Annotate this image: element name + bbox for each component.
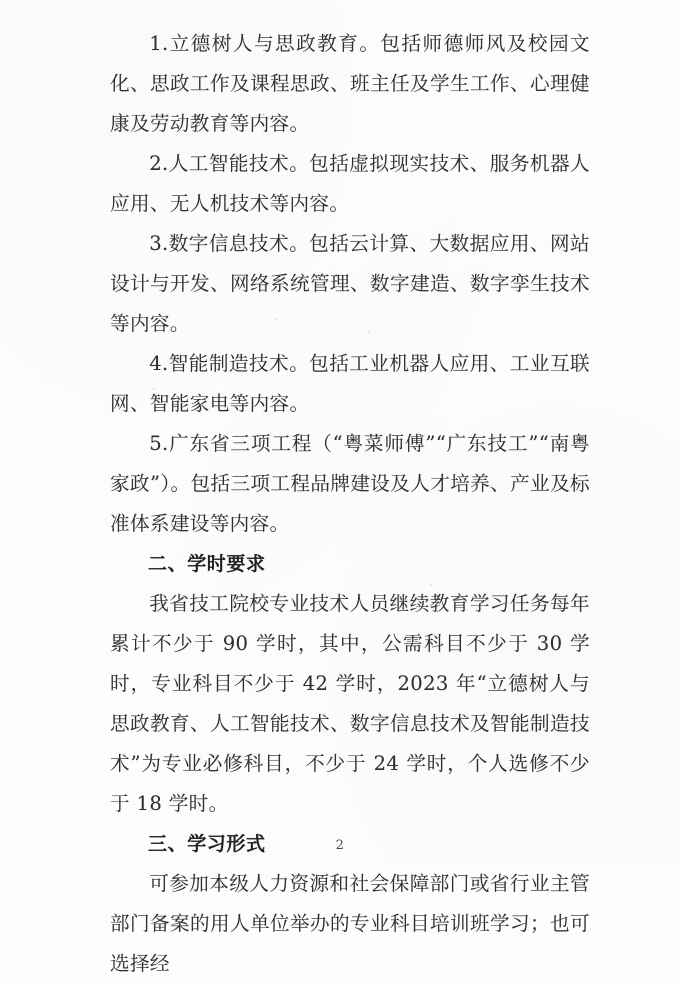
list-item-3: 3.数字信息技术。包括云计算、大数据应用、网站设计与开发、网络系统管理、数字建造、数字孪生技术等内容。	[110, 232, 590, 335]
list-item-4: 4.智能制造技术。包括工业机器人应用、工业互联网、智能家电等内容。	[110, 352, 590, 415]
section-3-body: 可参加本级人力资源和社会保障部门或省行业主管部门备案的用人单位举办的专业科目培训班学习；也可选择经	[110, 872, 590, 975]
section-2-body: 我省技工院校专业技术人员继续教育学习任务每年累计不少于 90 学时，其中，公需科目不少于 30 学时，专业科目不少于 42 学时，2023 年“立德树人与思政教育、人工智能技术、数字信息技术及智能制造技术”为专业必修科目，不少于 24 学时，个人选修不少于 18 学时。	[110, 592, 590, 815]
list-item-5: 5.广东省三项工程（“粤菜师傅”“广东技工”“南粤家政”）。包括三项工程品牌建设及人才培养、产业及标准体系建设等内容。	[110, 432, 590, 535]
section-heading-3: 三、学习形式	[148, 833, 266, 855]
section-heading-2: 二、学时要求	[148, 553, 266, 575]
page-number: 2	[335, 838, 345, 853]
list-item-1: 1.立德树人与思政教育。包括师德师风及校园文化、思政工作及课程思政、班主任及学生工作、心理健康及劳动教育等内容。	[110, 32, 590, 135]
list-item-2: 2.人工智能技术。包括虚拟现实技术、服务机器人应用、无人机技术等内容。	[110, 152, 590, 215]
